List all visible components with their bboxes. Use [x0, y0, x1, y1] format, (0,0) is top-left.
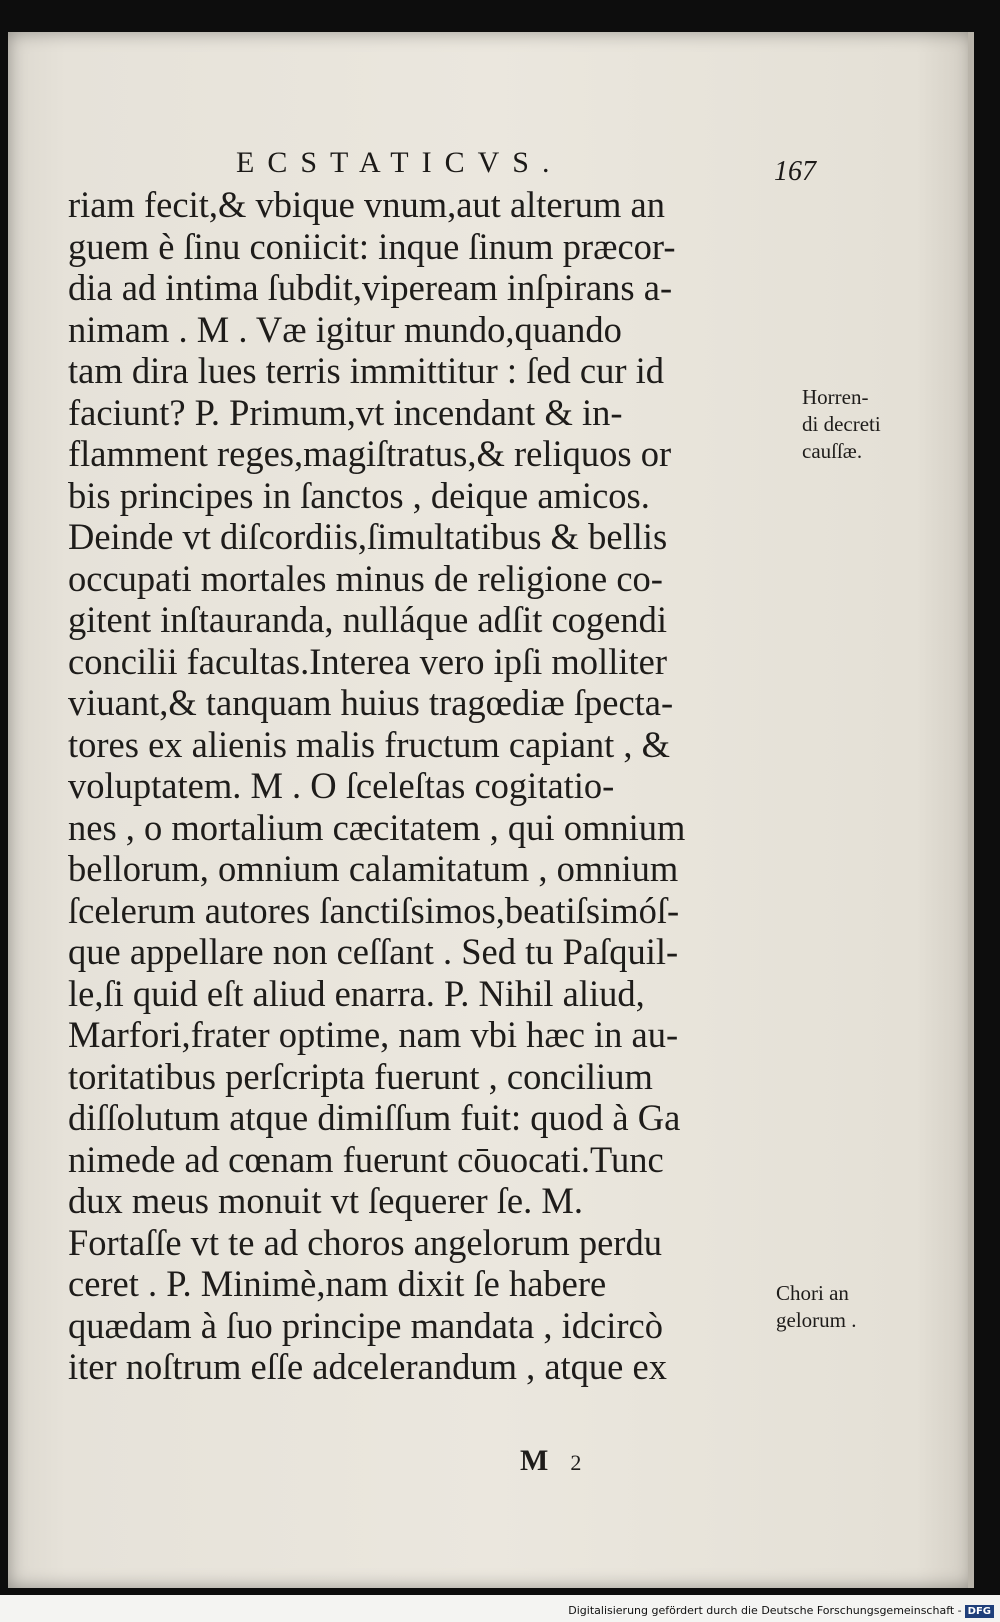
margin-note-line: Chori an — [776, 1281, 849, 1305]
text-line: tores ex alienis malis fructum capiant , & — [68, 723, 671, 765]
footer-text: Digitalisierung gefördert durch die Deutsche Forschungsgemeinschaft - — [568, 1604, 962, 1617]
text-line: nimede ad cœnam fuerunt cōuocati.Tunc — [68, 1138, 664, 1180]
text-line: occupati mortales minus de religione co- — [68, 557, 663, 599]
text-line: viuant,& tanquam huius tragœdiæ ſpecta- — [68, 682, 674, 723]
text-line: Marfori,frater optime, nam vbi hæc in au- — [68, 1014, 679, 1055]
text-line: ceret . P. Minimè,nam dixit ſe habere — [68, 1263, 607, 1304]
book-page — [8, 32, 974, 1588]
text-line: tam dira lues terris immittitur : ſed cur id — [68, 350, 665, 391]
text-line: dux meus monuit vt ſequerer ſe. M. — [68, 1180, 583, 1221]
signature-letter: M — [520, 1444, 549, 1477]
text-line: toritatibus perſcripta fuerunt , concilium — [68, 1055, 653, 1097]
margin-note-line: Horren- — [802, 385, 869, 409]
text-line: quædam à ſuo principe mandata , idcircò — [68, 1304, 663, 1346]
text-line: gitent inſtauranda, nulláque adſit cogendi — [68, 599, 668, 640]
text-line: riam fecit,& vbique vnum,aut alterum an — [68, 184, 665, 225]
text-line: nimam . M . Væ igitur mundo,quando — [68, 308, 622, 350]
body-text — [68, 184, 788, 1388]
margin-note — [776, 1280, 856, 1334]
text-line: voluptatem. M . O ſceleſtas cogitatio- — [68, 765, 615, 806]
text-line: faciunt? P. Primum,vt incendant & in- — [68, 391, 623, 433]
text-line: guem è ſinu coniicit: inque ſinum præcor- — [68, 225, 676, 267]
text-line: concilii facultas.Interea vero ipſi molliter — [68, 640, 667, 682]
margin-note-line: gelorum . — [776, 1308, 857, 1332]
margin-note-line: cauſſæ. — [802, 439, 863, 463]
margin-note-line: di decreti — [802, 412, 881, 436]
digitization-footer — [568, 1604, 994, 1618]
running-head: ECSTATICVS. — [236, 146, 563, 179]
dfg-logo: DFG — [965, 1605, 994, 1618]
text-line: bis principes in ſanctos , deique amicos. — [68, 474, 650, 516]
signature-number: 2 — [570, 1450, 582, 1475]
text-line: diſſolutum atque dimiſſum fuit: quod à Ga — [68, 1097, 681, 1138]
text-line: le,ſi quid eſt aliud enarra. P. Nihil aliud, — [68, 972, 645, 1014]
text-line: ſcelerum autores ſanctiſsimos,beatiſsimóſ- — [68, 889, 680, 931]
text-line: flamment reges,magiſtratus,& reliquos or — [68, 433, 672, 474]
page-number: 167 — [774, 156, 816, 187]
text-line: nes , o mortalium cæcitatem , qui omnium — [68, 806, 686, 848]
signature-mark — [520, 1444, 581, 1478]
text-line: Fortaſſe vt te ad choros angelorum perdu — [68, 1221, 662, 1263]
text-line: Deinde vt diſcordiis,ſimultatibus & bellis — [68, 516, 668, 557]
text-line: iter noſtrum eſſe adcelerandum , atque ex — [68, 1346, 667, 1387]
text-line: dia ad intima ſubdit,vipeream inſpirans a- — [68, 267, 673, 308]
text-line: bellorum, omnium calamitatum , omnium — [68, 848, 679, 889]
margin-note — [802, 384, 881, 465]
text-line: que appellare non ceſſant . Sed tu Paſquil- — [68, 931, 679, 972]
